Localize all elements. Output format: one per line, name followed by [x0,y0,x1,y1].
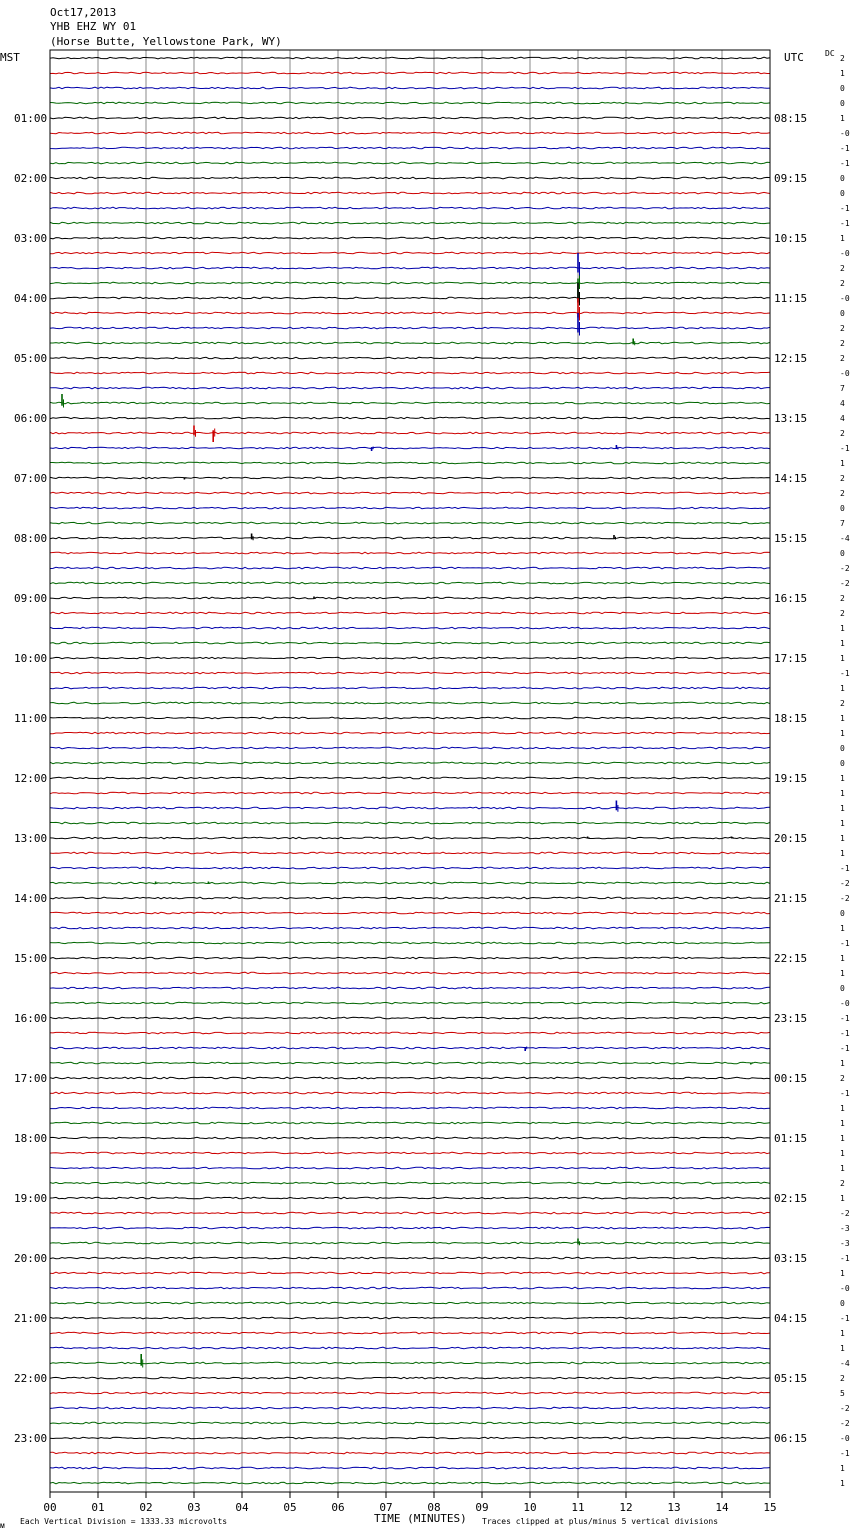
dc-offset-value: 1 [840,1464,845,1473]
seismic-trace [50,1032,770,1034]
left-hour-label: 03:00 [14,232,48,245]
seismic-trace [50,1272,770,1274]
right-hour-label: 16:15 [774,592,808,605]
dc-offset-value: -2 [840,564,850,573]
seismic-trace [50,387,770,389]
seismic-trace [50,642,770,644]
seismic-trace [50,957,770,959]
dc-offset-value: 2 [840,279,845,288]
left-hour-label: 06:00 [14,412,48,425]
seismic-trace [50,552,770,554]
header-location: (Horse Butte, Yellowstone Park, WY) [50,35,282,48]
seismic-trace [50,1167,770,1169]
dc-offset-value: -1 [840,159,850,168]
seismic-trace [50,732,770,734]
seismic-trace [50,162,770,164]
left-hour-label: 22:00 [14,1372,48,1385]
left-hour-label: 02:00 [14,172,48,185]
x-tick-label: 11 [571,1501,585,1514]
seismic-trace [50,777,770,779]
seismic-trace [50,57,770,59]
dc-offset-value: -0 [840,1284,850,1293]
dc-offset-value: 7 [840,384,845,393]
seismic-trace [50,282,770,284]
seismic-trace [50,357,770,359]
seismic-trace [50,1077,770,1079]
seismic-trace [50,462,770,464]
right-hour-label: 10:15 [774,232,808,245]
seismic-trace [50,1467,770,1469]
seismic-trace [50,1407,770,1409]
seismic-trace [50,1017,770,1019]
seismic-trace [50,1002,770,1004]
dc-offset-value: 1 [840,1329,845,1338]
right-hour-label: 17:15 [774,652,808,665]
seismic-trace [50,657,770,659]
dc-offset-value: 0 [840,99,845,108]
dc-offset-value: 2 [840,354,845,363]
dc-offset-value: 1 [840,849,845,858]
dc-offset-value: 1 [840,624,845,633]
right-hour-label: 18:15 [774,712,808,725]
dc-offset-value: 1 [840,1104,845,1113]
dc-offset-value: -1 [840,1449,850,1458]
right-hour-label: 14:15 [774,472,808,485]
left-hour-label: 11:00 [14,712,48,725]
seismic-trace [50,1452,770,1454]
right-hour-label: 22:15 [774,952,808,965]
seismic-trace [50,1227,770,1229]
dc-offset-value: -1 [840,1044,850,1053]
dc-offset-value: 1 [840,69,845,78]
dc-offset-value: 2 [840,1374,845,1383]
right-hour-label: 15:15 [774,532,808,545]
dc-offset-value: -2 [840,579,850,588]
seismic-trace [50,192,770,194]
seismic-trace [50,522,770,524]
dc-offset-value: 1 [840,819,845,828]
seismic-trace [50,612,770,614]
x-tick-label: 14 [715,1501,729,1514]
right-timezone-label: UTC [784,51,804,64]
seismic-trace [50,252,770,254]
right-hour-label: 06:15 [774,1432,808,1445]
seismic-trace [50,432,770,434]
scale-note: Each Vertical Division = 1333.33 microvolts [20,1517,228,1526]
seismic-trace [50,1317,770,1319]
right-hour-label: 23:15 [774,1012,808,1025]
dc-offset-value: -3 [840,1224,850,1233]
seismic-trace [50,852,770,854]
seismic-trace [50,177,770,179]
seismic-trace [50,837,770,839]
right-hour-label: 19:15 [774,772,808,785]
dc-offset-value: 1 [840,804,845,813]
right-hour-label: 05:15 [774,1372,808,1385]
dc-offset-value: 2 [840,264,845,273]
dc-offset-value: 2 [840,699,845,708]
seismic-trace [50,87,770,89]
x-tick-label: 10 [523,1501,537,1514]
dc-offset-value: 1 [840,774,845,783]
dc-offset-value: -1 [840,1314,850,1323]
seismic-trace [50,762,770,764]
seismic-trace [50,1377,770,1379]
seismic-trace [50,1062,770,1064]
x-tick-label: 09 [475,1501,489,1514]
seismic-trace [50,1107,770,1109]
x-tick-label: 13 [667,1501,681,1514]
seismic-trace [50,702,770,704]
corner-mark: ᴍ [0,1521,5,1530]
dc-offset-value: -2 [840,1419,850,1428]
dc-offset-value: 0 [840,549,845,558]
x-tick-label: 03 [187,1501,201,1514]
seismic-trace [50,102,770,104]
left-hour-label: 15:00 [14,952,48,965]
left-hour-label: 17:00 [14,1072,48,1085]
dc-offset-value: -2 [840,894,850,903]
right-hour-label: 04:15 [774,1312,808,1325]
dc-offset-value: 1 [840,1134,845,1143]
seismic-trace [50,1362,770,1364]
seismic-trace [50,1482,770,1484]
seismic-trace [50,117,770,119]
seismic-trace [50,447,770,449]
dc-offset-value: -1 [840,219,850,228]
seismic-trace [50,792,770,794]
x-axis-ticks [43,1492,776,1514]
seismic-trace [50,1152,770,1154]
dc-offset-value: 1 [840,1119,845,1128]
seismic-trace [50,1302,770,1304]
seismic-trace [50,627,770,629]
left-hour-label: 10:00 [14,652,48,665]
dc-offset-value: -0 [840,999,850,1008]
seismic-trace [50,747,770,749]
dc-offset-value: 0 [840,909,845,918]
dc-offset-value: 2 [840,339,845,348]
seismic-trace [50,492,770,494]
left-hour-label: 01:00 [14,112,48,125]
right-hour-label: 08:15 [774,112,808,125]
plot-frame [50,50,770,1492]
x-tick-label: 02 [139,1501,153,1514]
seismic-trace [50,477,770,479]
left-hour-label: 23:00 [14,1432,48,1445]
dc-offset-value: -0 [840,249,850,258]
seismic-trace [50,1092,770,1094]
dc-offset-value: 0 [840,759,845,768]
left-hour-label: 04:00 [14,292,48,305]
dc-offset-value: 2 [840,489,845,498]
dc-offset-value: -1 [840,669,850,678]
seismic-trace [50,312,770,314]
seismic-trace [50,1122,770,1124]
dc-offset-value: 2 [840,474,845,483]
left-hour-label: 13:00 [14,832,48,845]
left-hour-label: 18:00 [14,1132,48,1145]
dc-offset-value: 1 [840,1059,845,1068]
dc-offset-value: 2 [840,324,845,333]
dc-offset-value: 1 [840,714,845,723]
dc-offset-value: -0 [840,129,850,138]
right-hour-label: 02:15 [774,1192,808,1205]
clip-note: Traces clipped at plus/minus 5 vertical divisions [482,1517,719,1526]
seismic-trace [50,72,770,74]
dc-offset-value: 1 [840,1149,845,1158]
dc-offset-value: 1 [840,969,845,978]
dc-offset-value: -2 [840,1404,850,1413]
dc-offset-value: -1 [840,1089,850,1098]
dc-offset-value: 5 [840,1389,845,1398]
dc-offset-value: 1 [840,789,845,798]
dc-offset-value: 1 [840,834,845,843]
seismic-trace [50,237,770,239]
dc-offset-value: -1 [840,444,850,453]
x-tick-label: 15 [763,1501,777,1514]
dc-offset-value: 0 [840,189,845,198]
seismic-trace [50,1437,770,1439]
dc-offset-value: 1 [840,639,845,648]
dc-offset-value: 0 [840,174,845,183]
left-hour-label: 19:00 [14,1192,48,1205]
dc-offset-value: -1 [840,1029,850,1038]
seismic-trace [50,867,770,869]
dc-offset-value: 0 [840,504,845,513]
right-hour-label: 01:15 [774,1132,808,1145]
seismic-trace [50,897,770,899]
x-tick-label: 07 [379,1501,393,1514]
dc-offset-value: -1 [840,864,850,873]
dc-offset-value: 0 [840,309,845,318]
seismic-trace [50,1392,770,1394]
seismic-trace [50,972,770,974]
dc-offset-value: -0 [840,1434,850,1443]
dc-offset-value: -1 [840,939,850,948]
seismic-trace [50,672,770,674]
dc-offset-value: 1 [840,1164,845,1173]
seismic-trace [50,1212,770,1214]
right-hour-label: 00:15 [774,1072,808,1085]
seismic-trace [50,1047,770,1049]
left-hour-label: 05:00 [14,352,48,365]
x-tick-label: 05 [283,1501,297,1514]
seismic-trace [50,942,770,944]
dc-offset-value: 2 [840,429,845,438]
header-station: YHB EHZ WY 01 [50,20,137,33]
x-tick-label: 12 [619,1501,633,1514]
dc-offset-value: -1 [840,1014,850,1023]
x-tick-label: 00 [43,1501,57,1514]
right-hour-label: 12:15 [774,352,808,365]
left-hour-label: 09:00 [14,592,48,605]
seismic-trace [50,1287,770,1289]
dc-offset-value: 4 [840,399,845,408]
header-date: Oct17,2013 [50,6,117,19]
dc-column-label: DC [825,49,835,58]
x-tick-label: 08 [427,1501,441,1514]
left-hour-label: 07:00 [14,472,48,485]
dc-offset-value: -4 [840,534,850,543]
dc-offset-value: 0 [840,744,845,753]
seismic-trace [50,1182,770,1184]
right-hour-label: 13:15 [774,412,808,425]
dc-offset-value: -1 [840,204,850,213]
seismic-trace [50,567,770,569]
seismic-trace [50,927,770,929]
dc-offset-value: 0 [840,84,845,93]
right-hour-label: 20:15 [774,832,808,845]
dc-offset-value: 1 [840,114,845,123]
seismic-trace [50,1257,770,1259]
seismic-trace [50,297,770,299]
dc-offset-value: -0 [840,369,850,378]
dc-offset-value: 7 [840,519,845,528]
dc-offset-value: 1 [840,1269,845,1278]
x-axis-title: TIME (MINUTES) [374,1512,467,1525]
dc-offset-value: 2 [840,594,845,603]
left-hour-label: 12:00 [14,772,48,785]
left-hour-label: 08:00 [14,532,48,545]
seismic-trace [50,507,770,509]
seismic-trace [50,147,770,149]
dc-offset-value: 2 [840,609,845,618]
dc-offset-value: 0 [840,1299,845,1308]
seismic-trace [50,342,770,344]
seismic-trace [50,582,770,584]
x-tick-label: 01 [91,1501,105,1514]
dc-offset-value: 1 [840,954,845,963]
right-hour-label: 21:15 [774,892,808,905]
left-hour-label: 21:00 [14,1312,48,1325]
dc-offset-value: 1 [840,1344,845,1353]
seismic-trace [50,207,770,209]
seismic-trace [50,222,770,224]
seismic-trace [50,1347,770,1349]
trace-lines [50,57,770,1484]
right-hour-label: 11:15 [774,292,808,305]
dc-offset-labels [840,54,850,1488]
left-hour-label: 16:00 [14,1012,48,1025]
left-hour-label: 20:00 [14,1252,48,1265]
left-hour-label: 14:00 [14,892,48,905]
seismic-trace [50,267,770,269]
dc-offset-value: 1 [840,459,845,468]
dc-offset-value: 1 [840,729,845,738]
seismic-trace [50,717,770,719]
seismic-trace [50,327,770,329]
seismic-trace [50,417,770,419]
dc-offset-value: -1 [840,1254,850,1263]
dc-offset-value: 4 [840,414,845,423]
grid-lines [98,50,722,1492]
seismic-trace [50,537,770,539]
seismic-trace [50,987,770,989]
dc-offset-value: 1 [840,654,845,663]
seismic-trace [50,912,770,914]
dc-offset-value: -0 [840,294,850,303]
dc-offset-value: 2 [840,54,845,63]
seismic-trace [50,372,770,374]
dc-offset-value: 2 [840,1074,845,1083]
seismic-trace [50,597,770,599]
seismic-trace [50,1242,770,1244]
left-timezone-label: MST [0,51,20,64]
seismic-trace [50,402,770,404]
seismic-trace [50,1137,770,1139]
x-tick-label: 06 [331,1501,345,1514]
x-tick-label: 04 [235,1501,249,1514]
seismic-trace [50,132,770,134]
seismic-trace [50,882,770,884]
right-hour-label: 03:15 [774,1252,808,1265]
dc-offset-value: 2 [840,1179,845,1188]
right-hour-label: 09:15 [774,172,808,185]
dc-offset-value: 1 [840,1479,845,1488]
seismic-trace [50,807,770,809]
dc-offset-value: 1 [840,684,845,693]
seismic-trace [50,1422,770,1424]
dc-offset-value: 1 [840,234,845,243]
seismic-trace [50,822,770,824]
dc-offset-value: 1 [840,1194,845,1203]
seismic-trace [50,1197,770,1199]
seismic-trace [50,687,770,689]
dc-offset-value: -1 [840,144,850,153]
dc-offset-value: 0 [840,984,845,993]
dc-offset-value: -2 [840,879,850,888]
dc-offset-value: -3 [840,1239,850,1248]
dc-offset-value: -4 [840,1359,850,1368]
dc-offset-value: -2 [840,1209,850,1218]
seismic-trace [50,1332,770,1334]
dc-offset-value: 1 [840,924,845,933]
